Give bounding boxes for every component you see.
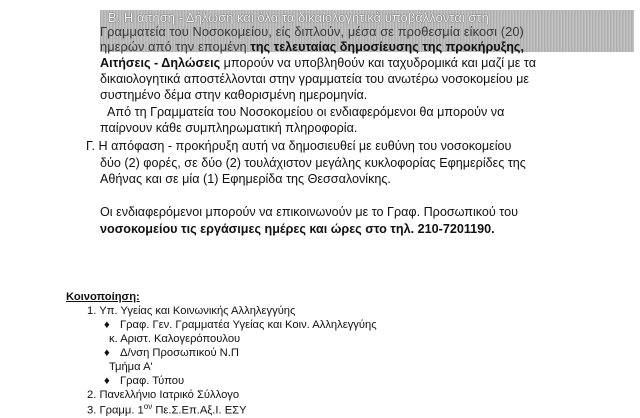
koinopoiisi-item-2: 2. Πανελλήνιο Ιατρικό Σύλλογο	[87, 389, 240, 401]
section-b-line-3	[100, 39, 524, 55]
section-b-line-5: δικαιολογητικά αποστέλλονται στην γραμματεία του ανωτέρω νοσοκομείου με	[100, 72, 530, 86]
section-b-line-4-rest: μπορούν να υποβληθούν και ταχυδρομικά και μαζί με τα	[223, 56, 536, 70]
section-b-line-2: Γραμματεία του Νοσοκομείου, είς διπλούν, μέσα σε προθεσμία είκοσι (20)	[100, 24, 524, 39]
koinopoiisi-bullet-2-sub: Τμήμα Α'	[109, 361, 153, 373]
section-c-line-3: Αθήνας και σε μία (1) Εφημερίδα της Θεσσαλονίκης.	[100, 172, 391, 186]
section-b-line-1: Β. Η αίτηση - Δήλωση και όλα τα δικαιολογητικά υποβάλλονται στη	[108, 10, 489, 25]
section-b-line-4-bold: Αιτήσεις - Δηλώσεις	[100, 56, 221, 70]
bullet-icon: ♦	[104, 347, 110, 359]
koinopoiisi-item-1: 1. Υπ. Υγείας και Κοινωνικής Αλληλεγγύης	[87, 305, 296, 317]
bullet-icon: ♦	[104, 375, 110, 387]
contact-line-2	[100, 222, 495, 237]
koinopoiisi-bullet-3: Γραφ. Τύπου	[120, 375, 185, 387]
contact-line-1: Οι ενδιαφερόμενοι μπορούν να επικοινωνούν με το Γραφ. Προσωπικού του	[100, 205, 518, 219]
section-c-line-1: Γ. Η απόφαση - προκήρυξη αυτή να δημοσιευθεί με ευθύνη του νοσοκομείου	[86, 139, 512, 153]
koinopoiisi-item-3	[87, 400, 247, 418]
section-c-line-2: δύο (2) φορές, σε δύο (2) τουλάχιστον μεγάλης κυκλοφορίας Εφημερίδες της	[100, 156, 526, 170]
section-b-line-6: συστημένο δέμα στην καθορισμένη ημερομηνία.	[100, 88, 368, 102]
section-b-line-7: Από τη Γραμματεία του Νοσοκομείου οι ενδιαφερόμενοι θα μπορούν να	[107, 105, 505, 119]
koinopoiisi-item-3-start: 3. Γραμμ. 1	[87, 404, 144, 417]
koinopoiisi-bullet-2: Δ/νση Προσωπικού Ν.Π	[120, 347, 239, 359]
contact-line-2-text: νοσοκομείου τις εργάσιμες ημέρες και ώρες στο τηλ. 210-7201190.	[100, 222, 495, 236]
koinopoiisi-bullet-1-sub: κ. Αριστ. Καλογερόπουλου	[109, 333, 241, 345]
koinopoiisi-heading: Κοινοποίηση:	[66, 291, 140, 303]
koinopoiisi-bullet-1: Γραφ. Γεν. Γραμματέα Υγείας και Κοιν. Αλληλεγγύης	[120, 319, 377, 331]
section-b-line-4	[100, 56, 536, 71]
koinopoiisi-item-3-sup: ον	[143, 402, 153, 411]
bullet-icon: ♦	[104, 319, 110, 331]
section-b-line-8: παίρνουν κάθε συμπληρωματική πληροφορία.	[100, 121, 358, 135]
koinopoiisi-item-3-end: Πε.Σ.Επ.Αξ.Ι. ΕΣΥ	[152, 404, 247, 417]
section-b-line-3-bold: της τελευταίας δημοσίευσης της προκήρυξης,	[250, 40, 524, 54]
section-b-line-3-start: ημερών από την επομένη	[100, 39, 247, 54]
